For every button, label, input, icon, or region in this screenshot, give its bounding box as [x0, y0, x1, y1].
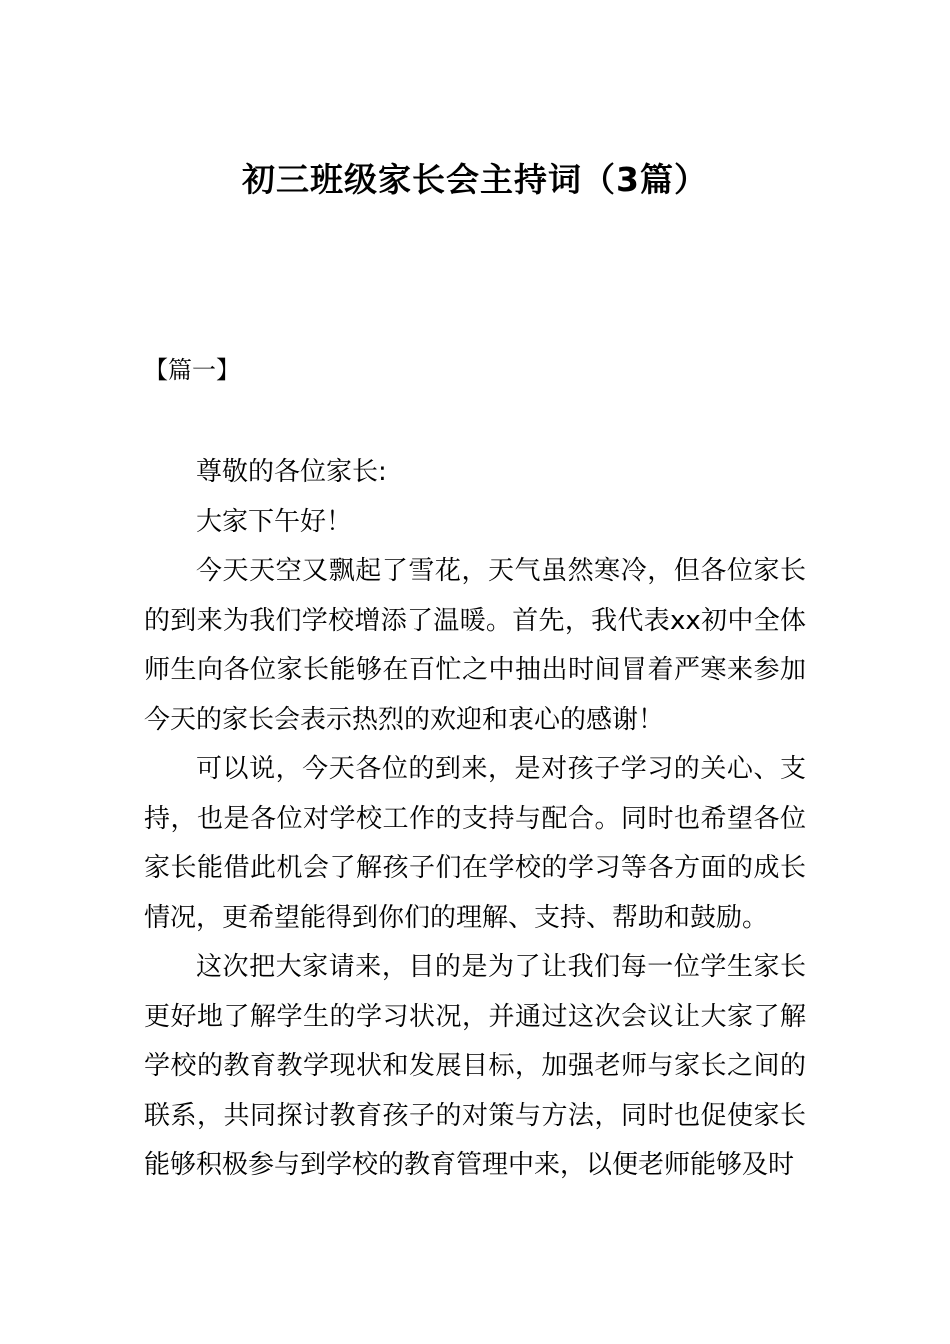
paragraph-greeting: 大家下午好！	[196, 506, 353, 537]
paragraph-welcome: 今天天空又飘起了雪花，天气虽然寒冷，但各位家长的到来为我们学校增添了温暖。首先，我代表xx初中全体师生向各位家长能够在百忙之中抽出时间冒着严寒来参加今天的家长会表示热烈的欢迎和衷心的感谢！	[144, 556, 806, 735]
paragraph-support: 可以说，今天各位的到来，是对孩子学习的关心、支持，也是各位对学校工作的支持与配合。同时也希望各位家长能借此机会了解孩子们在学校的学习等各方面的成长情况，更希望能得到你们的理解、支持、帮助和鼓励。	[144, 754, 806, 933]
document-title: 初三班级家长会主持词（3篇）	[242, 160, 708, 199]
section-label: 【篇一】	[144, 356, 240, 384]
paragraph-purpose: 这次把大家请来，目的是为了让我们每一位学生家长更好地了解学生的学习状况，并通过这次会议让大家了解学校的教育教学现状和发展目标，加强老师与家长之间的联系，共同探讨教育孩子的对策与方法，同时也促使家长能够积极参与到学校的教育管理中来，以便老师能够及时	[144, 952, 806, 1180]
paragraph-salutation: 尊敬的各位家长:	[196, 457, 387, 487]
body-text	[144, 448, 806, 1191]
